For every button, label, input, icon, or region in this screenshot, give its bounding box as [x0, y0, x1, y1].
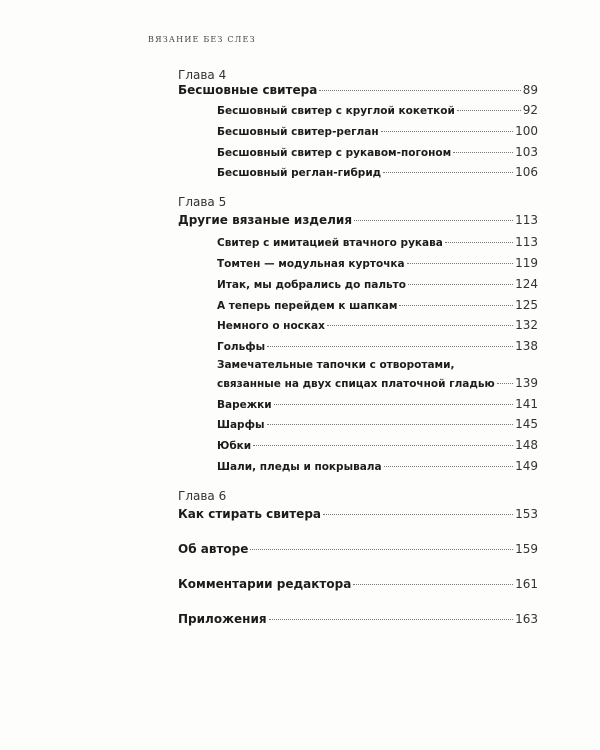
page-number: 148 [515, 438, 538, 452]
toc-entry [217, 339, 538, 353]
leader-dots [323, 514, 513, 515]
toc-backmatter-entry [178, 577, 538, 591]
leader-dots [253, 445, 513, 446]
leader-dots [384, 466, 514, 467]
page-number: 138 [515, 339, 538, 353]
entry-title: Свитер с имитацией втачного рукава [217, 237, 443, 249]
page-number: 159 [515, 542, 538, 556]
toc-entry [217, 165, 538, 179]
page-number: 163 [515, 612, 538, 626]
entry-title: Шарфы [217, 419, 265, 431]
page-number: 153 [515, 507, 538, 521]
entry-title: Бесшовный свитер-реглан [217, 126, 379, 138]
toc-entry [217, 438, 538, 452]
leader-dots [453, 152, 513, 153]
leader-dots [381, 131, 514, 132]
page-number: 100 [515, 124, 538, 138]
leader-dots [327, 325, 513, 326]
page-number: 106 [515, 165, 538, 179]
toc-chapter-entry [178, 213, 538, 227]
entry-title: А теперь перейдем к шапкам [217, 300, 398, 312]
running-head: ВЯЗАНИЕ БЕЗ СЛЕЗ [148, 35, 256, 44]
leader-dots [269, 619, 514, 620]
page-number: 125 [515, 298, 538, 312]
toc-entry [217, 103, 538, 117]
entry-title: Приложения [178, 612, 267, 626]
entry-title: Итак, мы добрались до пальто [217, 279, 406, 291]
leader-dots [267, 424, 514, 425]
toc-chapter-entry [178, 83, 538, 97]
leader-dots [445, 242, 513, 243]
chapter-label: Глава 5 [178, 195, 227, 209]
page-number: 113 [515, 213, 538, 227]
toc-entry [217, 235, 538, 249]
page-number: 113 [515, 235, 538, 249]
toc-entry [217, 417, 538, 431]
leader-dots [407, 263, 513, 264]
page-number: 89 [522, 83, 538, 97]
toc-backmatter-entry [178, 612, 538, 626]
entry-title: Комментарии редактора [178, 577, 352, 591]
leader-dots [457, 110, 521, 111]
page-number: 119 [515, 256, 538, 270]
leader-dots [250, 549, 513, 550]
entry-title: Об авторе [178, 542, 249, 556]
leader-dots [354, 220, 513, 221]
toc-backmatter-entry [178, 542, 538, 556]
leader-dots [274, 404, 513, 405]
entry-title: Шали, пледы и покрывала [217, 461, 382, 473]
entry-title: Варежки [217, 399, 272, 411]
leader-dots [497, 383, 513, 384]
toc-entry [217, 376, 538, 390]
chapter-label: Глава 6 [178, 489, 227, 503]
page-number: 132 [515, 318, 538, 332]
leader-dots [383, 172, 513, 173]
toc-entry [217, 124, 538, 138]
toc-entry [217, 298, 538, 312]
entry-title: Бесшовный свитер с рукавом-погоном [217, 147, 452, 159]
entry-title: Как стирать свитера [178, 507, 322, 521]
entry-title: Юбки [217, 440, 252, 452]
chapter-label: Глава 4 [178, 68, 227, 82]
leader-dots [267, 346, 513, 347]
page-number: 103 [515, 145, 538, 159]
entry-title: Бесшовный реглан-гибрид [217, 167, 382, 179]
leader-dots [399, 305, 513, 306]
toc-entry [217, 256, 538, 270]
entry-title-line1: Замечательные тапочки с отворотами, [217, 359, 455, 371]
entry-title: Томтен — модульная курточка [217, 258, 405, 270]
page-number: 161 [515, 577, 538, 591]
entry-title: Бесшовные свитера [178, 83, 318, 97]
leader-dots [353, 584, 513, 585]
entry-title: Немного о носках [217, 320, 325, 332]
page-number: 139 [515, 376, 538, 390]
leader-dots [408, 284, 513, 285]
page-number: 149 [515, 459, 538, 473]
leader-dots [319, 90, 520, 91]
entry-title: Гольфы [217, 341, 266, 353]
entry-title: Бесшовный свитер с круглой кокеткой [217, 105, 455, 117]
toc-entry [217, 397, 538, 411]
page-number: 92 [522, 103, 538, 117]
page-number: 141 [515, 397, 538, 411]
toc-chapter-entry [178, 507, 538, 521]
toc-entry [217, 277, 538, 291]
entry-title: связанные на двух спицах платочной гладью [217, 378, 495, 390]
entry-title: Другие вязаные изделия [178, 213, 353, 227]
toc-entry [217, 318, 538, 332]
page-number: 124 [515, 277, 538, 291]
toc-entry [217, 459, 538, 473]
toc-entry [217, 145, 538, 159]
page-number: 145 [515, 417, 538, 431]
